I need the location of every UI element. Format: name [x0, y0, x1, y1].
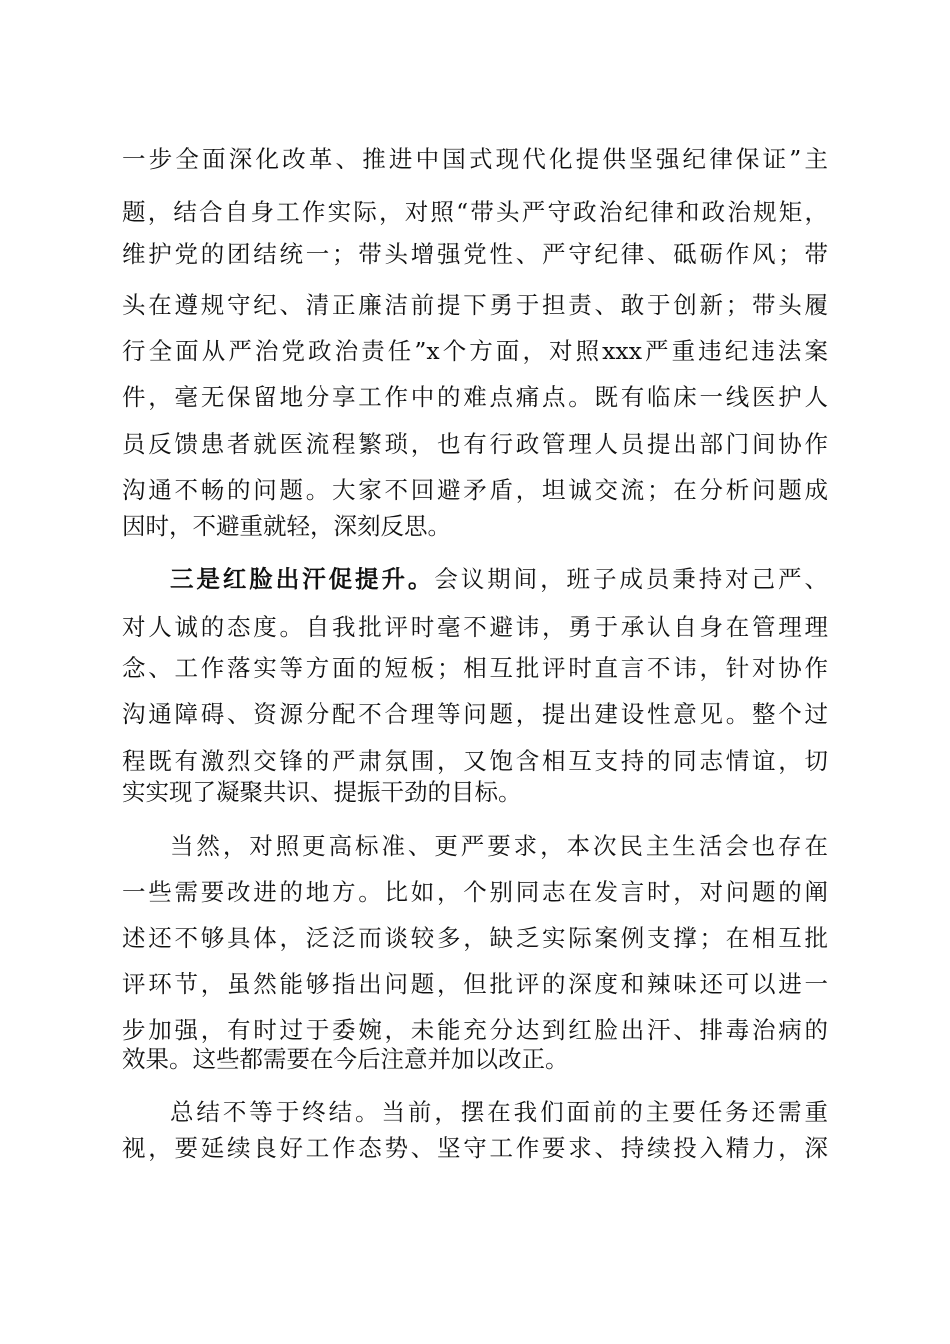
paragraph-3-line-3: 述还不够具体，泛泛而谈较多，缺乏实际案例支撑；在相互批 [122, 924, 828, 952]
paragraph-2-line-1-text: 会议期间，班子成员秉持对己严、 [434, 565, 828, 593]
paragraph-2-line-5: 程既有激烈交锋的严肃氛围，又饱含相互支持的同志情谊，切 [122, 747, 828, 775]
paragraph-1-line-8: 沟通不畅的问题。大家不回避矛盾，坦诚交流；在分析问题成 [122, 476, 828, 504]
paragraph-1-line-2: 题，结合自身工作实际，对照“带头严守政治纪律和政治规矩， [122, 198, 828, 226]
paragraph-2-lead: 三是红脸出汗促提升。 [170, 565, 435, 593]
paragraph-2-line-3: 念、工作落实等方面的短板；相互批评时直言不讳，针对协作 [122, 654, 828, 682]
paragraph-1-line-6: 件，毫无保留地分享工作中的难点痛点。既有临床一线医护人 [122, 383, 828, 411]
paragraph-4-line-2: 视，要延续良好工作态势、坚守工作要求、持续投入精力，深 [122, 1134, 828, 1162]
paragraph-3-line-2: 一些需要改进的地方。比如，个别同志在发言时，对问题的阐 [122, 878, 828, 906]
paragraph-1-line-7: 员反馈患者就医流程繁琐，也有行政管理人员提出部门间协作 [122, 430, 828, 458]
paragraph-3-line-4: 评环节，虽然能够指出问题，但批评的深度和辣味还可以进一 [122, 970, 828, 998]
paragraph-2-line-4: 沟通障碍、资源分配不合理等问题，提出建设性意见。整个过 [122, 700, 828, 728]
paragraph-1-line-4: 头在遵规守纪、清正廉洁前提下勇于担责、敢于创新；带头履 [122, 291, 828, 319]
paragraph-1-line-9: 因时，不避重就轻，深刻反思。 [122, 512, 451, 540]
paragraph-3-line-5: 步加强，有时过于委婉，未能充分达到红脸出汗、排毒治病的 [122, 1016, 828, 1044]
paragraph-1-line-1: 一步全面深化改革、推进中国式现代化提供坚强纪律保证”主 [122, 145, 828, 173]
paragraph-4-line-1: 总结不等于终结。当前，摆在我们面前的主要任务还需重 [170, 1098, 828, 1126]
paragraph-3-line-6: 效果。这些都需要在今后注意并加以改正。 [122, 1045, 569, 1073]
paragraph-1-line-3: 维护党的团结统一；带头增强党性、严守纪律、砥砺作风；带 [122, 240, 828, 268]
paragraph-2-line-1 [170, 559, 828, 599]
paragraph-3-line-1: 当然，对照更高标准、更严要求，本次民主生活会也存在 [170, 832, 828, 860]
paragraph-2-line-6: 实实现了凝聚共识、提振干劲的目标。 [122, 778, 522, 806]
paragraph-1-line-5: 行全面从严治党政治责任”x个方面，对照xxx严重违纪违法案 [122, 337, 828, 365]
paragraph-2-line-2: 对人诚的态度。自我批评时毫不避讳，勇于承认自身在管理理 [122, 613, 828, 641]
